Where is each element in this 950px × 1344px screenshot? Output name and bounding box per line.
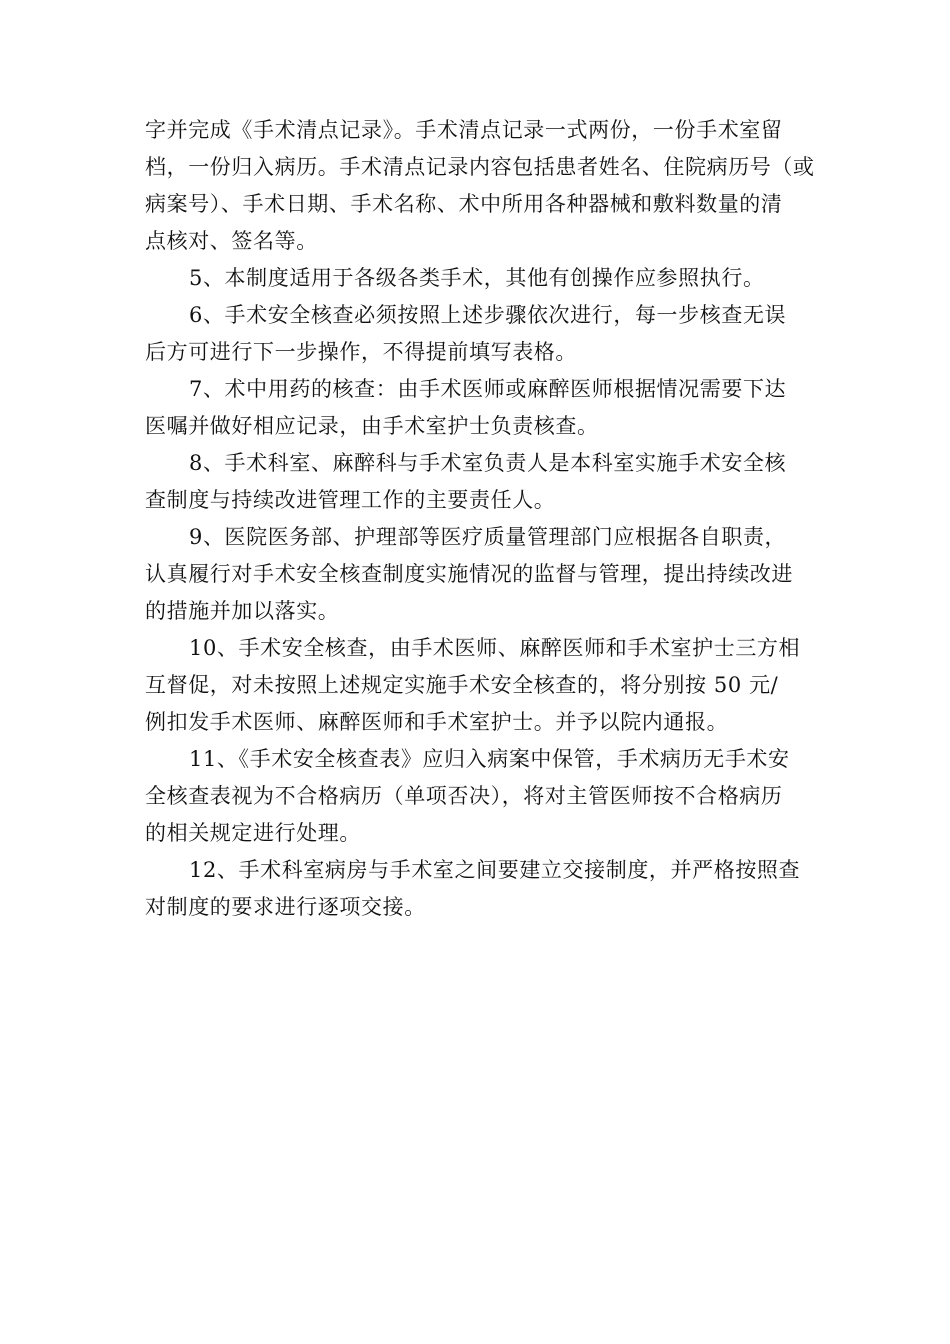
- document-body: [145, 112, 815, 926]
- text-line: 病案号）、手术日期、手术名称、术中所用各种器械和敷料数量的清: [145, 192, 783, 216]
- text-line: 医嘱并做好相应记录，由手术室护士负责核查。: [145, 414, 599, 438]
- paragraph-9-line: 9、医院医务部、护理部等医疗质量管理部门应根据各自职责，: [189, 525, 787, 549]
- paragraph-6-line: 6、手术安全核查必须按照上述步骤依次进行，每一步核查无误: [189, 303, 787, 327]
- text-line: 的相关规定进行处理。: [145, 821, 361, 845]
- paragraph-12-line: 12、手术科室病房与手术室之间要建立交接制度，并严格按照查: [189, 858, 801, 882]
- paragraph-7-line: 7、术中用药的核查：由手术医师或麻醉医师根据情况需要下达: [189, 377, 787, 401]
- text-line: 后方可进行下一步操作，不得提前填写表格。: [145, 340, 577, 364]
- paragraph-5-line: 5、本制度适用于各级各类手术，其他有创操作应参照执行。: [189, 266, 765, 290]
- text-line: 全核查表视为不合格病历（单项否决），将对主管医师按不合格病历: [145, 784, 783, 808]
- text-line: 档，一份归入病历。手术清点记录内容包括患者姓名、住院病历号（或: [145, 155, 815, 179]
- text-line: 对制度的要求进行逐项交接。: [145, 895, 426, 919]
- paragraph-10-line: 10、手术安全核查，由手术医师、麻醉医师和手术室护士三方相: [189, 636, 801, 660]
- text-line: 的措施并加以落实。: [145, 599, 340, 623]
- paragraph-8-line: 8、手术科室、麻醉科与手术室负责人是本科室实施手术安全核: [189, 451, 787, 475]
- text-line: 查制度与持续改进管理工作的主要责任人。: [145, 488, 556, 512]
- text-line: 互督促，对未按照上述规定实施手术安全核查的，将分别按 50 元/: [145, 673, 779, 697]
- text-line: 例扣发手术医师、麻醉医师和手术室护士。并予以院内通报。: [145, 710, 729, 734]
- text-line: 字并完成《手术清点记录》。手术清点记录一式两份，一份手术室留: [145, 118, 783, 142]
- text-line: 点核对、签名等。: [145, 229, 318, 253]
- paragraph-11-line: 11、《手术安全核查表》应归入病案中保管，手术病历无手术安: [189, 747, 790, 771]
- text-line: 认真履行对手术安全核查制度实施情况的监督与管理，提出持续改进: [145, 562, 793, 586]
